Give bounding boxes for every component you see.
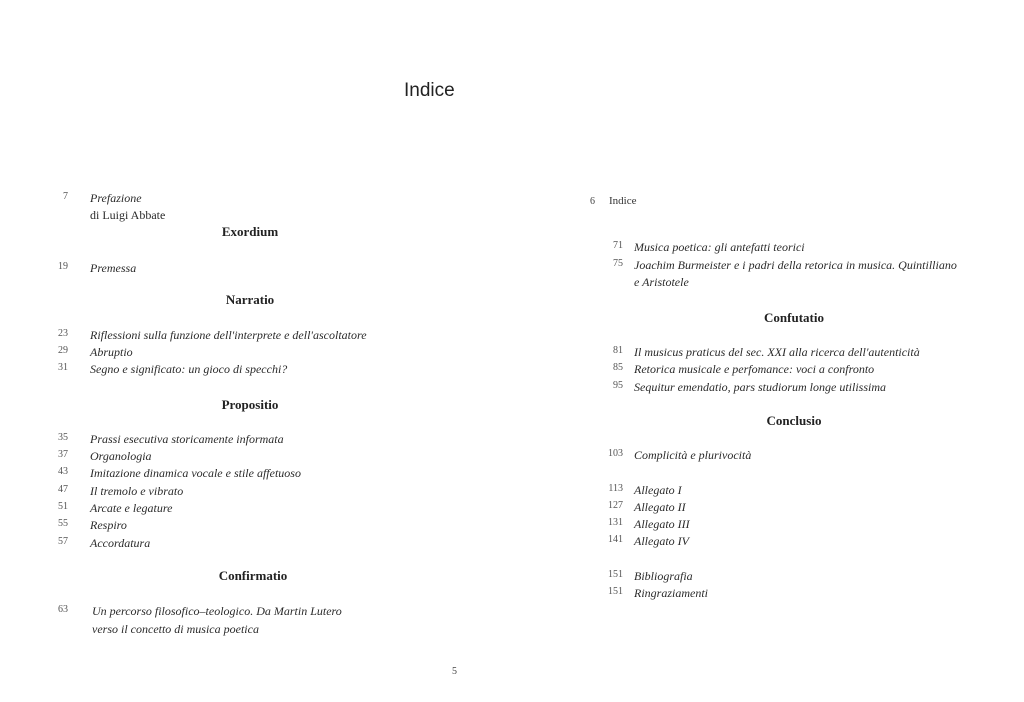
- toc-title: Bibliografia: [634, 569, 693, 583]
- toc-title: Allegato III: [634, 517, 690, 531]
- toc-page-number: 103: [608, 448, 623, 459]
- toc-page-number: 95: [613, 380, 623, 391]
- toc-subtitle: di Luigi Abbate: [90, 208, 166, 222]
- page-title: Indice: [404, 80, 455, 101]
- toc-title: Sequitur emendatio, pars studiorum longe utilissima: [634, 380, 886, 394]
- toc-title: Allegato II: [634, 500, 686, 514]
- toc-title: Respiro: [90, 518, 127, 532]
- toc-title: Premessa: [90, 261, 137, 275]
- toc-title: Organologia: [90, 449, 152, 463]
- toc-title: Joachim Burmeister e i padri della retorica in musica. Quintilliano: [634, 258, 957, 272]
- toc-title: Il tremolo e vibrato: [90, 484, 184, 498]
- section-heading-exordium: Exordium: [221, 224, 279, 239]
- toc-page-number: 7: [63, 191, 68, 202]
- section-heading-conclusio: Conclusio: [766, 413, 822, 428]
- toc-page-number: 131: [608, 517, 623, 528]
- toc-page-number: 19: [58, 261, 68, 272]
- running-header-label: Indice: [609, 195, 637, 207]
- section-heading-propositio: Propositio: [221, 397, 279, 412]
- toc-title: Prefazione: [90, 191, 142, 205]
- toc-page-number: 63: [58, 604, 68, 615]
- toc-page-number: 127: [608, 500, 623, 511]
- toc-page-number: 151: [608, 569, 623, 580]
- toc-page-number: 51: [58, 501, 68, 512]
- toc-title-line2: verso il concetto di musica poetica: [92, 622, 259, 636]
- toc-page-number: 31: [58, 362, 68, 373]
- toc-page-number: 37: [58, 449, 68, 460]
- toc-title: Prassi esecutiva storicamente informata: [90, 432, 284, 446]
- toc-title: Abruptio: [90, 345, 133, 359]
- toc-page-number: 57: [58, 536, 68, 547]
- toc-page-number: 23: [58, 328, 68, 339]
- toc-title: Ringraziamenti: [634, 586, 708, 600]
- toc-page-number: 75: [613, 258, 623, 269]
- toc-title: Imitazione dinamica vocale e stile affetuoso: [90, 466, 301, 480]
- toc-page-number: 35: [58, 432, 68, 443]
- toc-title: Accordatura: [90, 536, 151, 550]
- toc-title-line2: e Aristotele: [634, 275, 689, 289]
- toc-title: Segno e significato: un gioco di specchi?: [90, 362, 288, 376]
- toc-page-number: 151: [608, 586, 623, 597]
- running-header-number: 6: [590, 196, 595, 207]
- toc-title: Allegato I: [634, 483, 682, 497]
- toc-title: Complicità e plurivocità: [634, 448, 752, 462]
- toc-page-number: 43: [58, 466, 68, 477]
- toc-page-number: 29: [58, 345, 68, 356]
- toc-title: Retorica musicale e perfomance: voci a confronto: [634, 362, 875, 376]
- toc-page-number: 71: [613, 240, 623, 251]
- toc-title: Musica poetica: gli antefatti teorici: [634, 240, 805, 254]
- toc-page-number: 81: [613, 345, 623, 356]
- page-number: 5: [452, 666, 457, 677]
- toc-title: Allegato IV: [634, 534, 689, 548]
- toc-page-number: 113: [608, 483, 623, 494]
- section-heading-confirmatio: Confirmatio: [218, 568, 288, 583]
- toc-page-number: 85: [613, 362, 623, 373]
- toc-title: Arcate e legature: [90, 501, 173, 515]
- toc-page-number: 55: [58, 518, 68, 529]
- toc-title: Riflessioni sulla funzione dell'interprete e dell'ascoltatore: [90, 328, 367, 342]
- section-heading-narratio: Narratio: [225, 292, 275, 307]
- toc-page-number: 47: [58, 484, 68, 495]
- section-heading-confutatio: Confutatio: [764, 310, 824, 325]
- toc-page-number: 141: [608, 534, 623, 545]
- toc-title: Il musicus praticus del sec. XXI alla ricerca dell'autenticità: [634, 345, 920, 359]
- toc-title: Un percorso filosofico–teologico. Da Martin Lutero: [92, 604, 342, 618]
